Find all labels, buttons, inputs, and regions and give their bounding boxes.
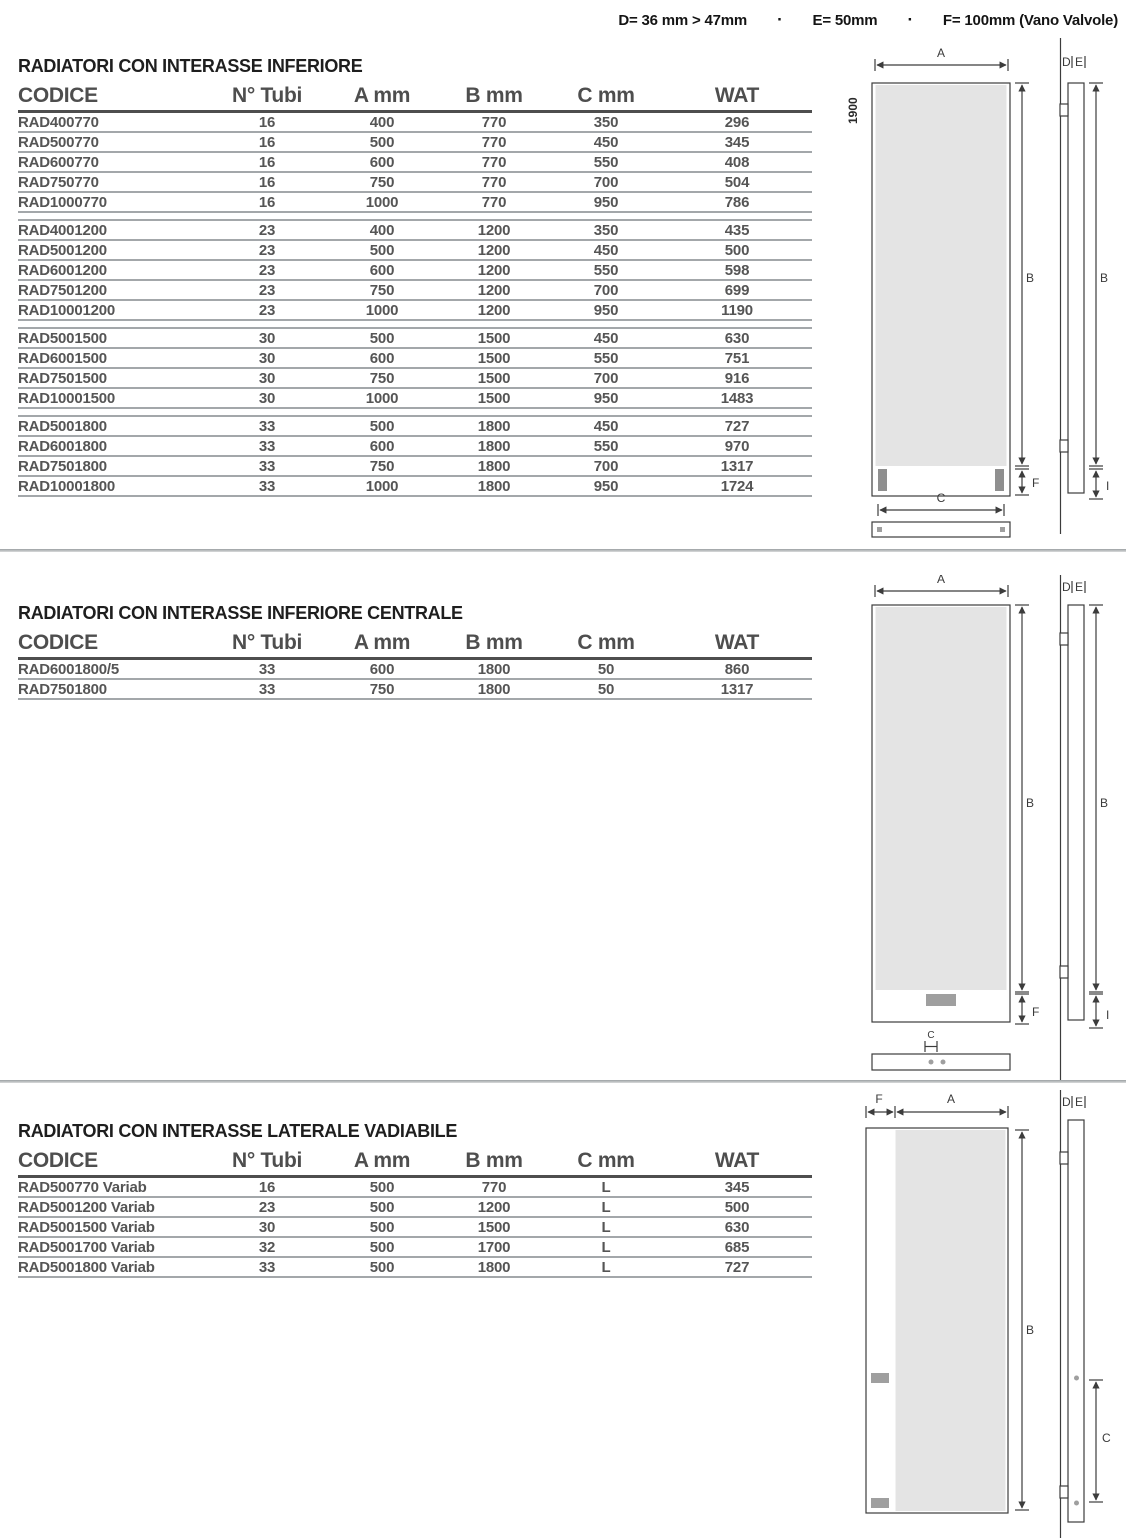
table-group [18, 327, 812, 409]
dim-label-f: F [875, 1092, 883, 1106]
dim-label-b: B [1026, 1323, 1035, 1337]
dim-label-e: E [1075, 580, 1084, 594]
row-value: 630 [724, 1219, 750, 1236]
row-value: 408 [724, 154, 750, 171]
row-code: RAD5001200 Variab [18, 1199, 155, 1216]
row-value: 450 [593, 330, 619, 347]
row-value: 1200 [477, 1199, 511, 1216]
table-row [18, 153, 812, 173]
column-header-tubi: N° Tubi [231, 631, 303, 654]
section-interasse-inferiore [18, 56, 812, 497]
row-value: 950 [593, 194, 619, 211]
row-value: 33 [258, 458, 276, 475]
dim-label-c: C [927, 1030, 935, 1041]
legend-e: E= 50mm [812, 11, 878, 29]
table-row [18, 477, 812, 497]
row-value: 1000 [365, 478, 399, 495]
row-value: L [601, 1199, 611, 1216]
row-value: 1317 [720, 458, 754, 475]
row-value: 1200 [477, 242, 511, 259]
table-row [18, 660, 812, 680]
dim-label-height: 1900 [846, 97, 860, 124]
table-body [18, 113, 812, 497]
column-header-tubi: N° Tubi [231, 84, 303, 107]
table-row [18, 113, 812, 133]
column-header-wat: WAT [714, 84, 760, 107]
row-value: 600 [369, 661, 395, 678]
column-header-b: B mm [465, 631, 523, 654]
radiator-diagram-inferiore [830, 36, 1126, 551]
row-value: 500 [369, 1259, 395, 1276]
dim-label-b: B [1100, 271, 1109, 285]
row-value: 450 [593, 418, 619, 435]
dim-label-b: B [1026, 796, 1035, 810]
row-value: 1800 [477, 438, 511, 455]
row-value: 770 [481, 194, 507, 211]
column-header-codice: CODICE [18, 1149, 98, 1172]
row-value: 500 [369, 1239, 395, 1256]
row-value: 345 [724, 134, 750, 151]
row-value: 950 [593, 302, 619, 319]
table-row [18, 349, 812, 369]
row-value: 1800 [477, 418, 511, 435]
row-value: 770 [481, 134, 507, 151]
row-value: 1800 [477, 681, 511, 698]
section-title: RADIATORI CON INTERASSE INFERIORE [18, 56, 363, 76]
table-row [18, 261, 812, 281]
row-value: 1500 [477, 1219, 511, 1236]
row-value: L [601, 1259, 611, 1276]
legend-d: D= 36 mm > 47mm [618, 11, 748, 29]
dim-label-b: B [1100, 796, 1109, 810]
row-value: 296 [724, 114, 750, 131]
row-value: 916 [724, 370, 750, 387]
row-value: 750 [369, 370, 395, 387]
diagram-side-view [1060, 1096, 1103, 1522]
column-header-a: A mm [353, 631, 411, 654]
row-code: RAD10001500 [18, 390, 116, 407]
section-title: RADIATORI CON INTERASSE LATERALE VADIABILE [18, 1121, 458, 1141]
row-value: L [601, 1239, 611, 1256]
section-interasse-inferiore-centrale [18, 603, 812, 700]
row-value: 727 [724, 418, 750, 435]
row-code: RAD7501200 [18, 282, 107, 299]
row-value: 1724 [720, 478, 754, 495]
diagram-front-view [872, 38, 1061, 537]
column-header-wat: WAT [714, 1149, 760, 1172]
row-value: 550 [593, 438, 619, 455]
row-value: 504 [724, 174, 750, 191]
row-value: 500 [724, 242, 750, 259]
row-value: 685 [724, 1239, 750, 1256]
row-value: 23 [258, 262, 276, 279]
table-row [18, 437, 812, 457]
row-value: 750 [369, 681, 395, 698]
row-value: 1800 [477, 458, 511, 475]
row-value: 600 [369, 438, 395, 455]
radiator-diagram-laterale-variabile [830, 1090, 1126, 1538]
row-value: 23 [258, 222, 276, 239]
row-code: RAD7501500 [18, 370, 107, 387]
table-row [18, 133, 812, 153]
row-value: 750 [369, 174, 395, 191]
row-code: RAD5001500 [18, 330, 107, 347]
row-code: RAD5001800 Variab [18, 1259, 155, 1276]
row-value: 23 [258, 1199, 276, 1216]
row-value: 500 [369, 134, 395, 151]
dim-label-f: F [1032, 1005, 1040, 1019]
row-value: 16 [258, 1179, 276, 1196]
row-value: 699 [724, 282, 750, 299]
row-value: 33 [258, 1259, 276, 1276]
dim-label-a: A [946, 1092, 956, 1106]
legend-f: F= 100mm (Vano Valvole) [942, 11, 1118, 29]
section-title: RADIATORI CON INTERASSE INFERIORE CENTRALE [18, 603, 463, 623]
row-value: 1800 [477, 661, 511, 678]
dim-label-e: E [1075, 1095, 1084, 1109]
dim-label-c: C [1102, 1431, 1111, 1445]
row-code: RAD7501800 [18, 681, 107, 698]
legend-separator: · [907, 10, 913, 29]
column-header-codice: CODICE [18, 631, 98, 654]
row-value: 1190 [721, 302, 753, 319]
row-value: 23 [258, 282, 276, 299]
row-value: 598 [724, 262, 750, 279]
row-value: 700 [593, 174, 619, 191]
dim-label-i: I [1106, 479, 1110, 493]
section-divider [0, 1080, 1126, 1083]
row-value: 950 [593, 390, 619, 407]
row-value: 1000 [365, 390, 399, 407]
row-value: 600 [369, 154, 395, 171]
row-value: 1317 [720, 681, 754, 698]
row-code: RAD600770 [18, 154, 99, 171]
table-group [18, 415, 812, 497]
row-value: 30 [258, 330, 276, 347]
row-value: 23 [258, 242, 276, 259]
table-row [18, 329, 812, 349]
row-value: 32 [258, 1239, 276, 1256]
row-value: 500 [369, 330, 395, 347]
dim-label-a: A [936, 575, 946, 586]
row-value: 1800 [477, 478, 511, 495]
row-value: 350 [593, 222, 619, 239]
dim-label-e: E [1075, 55, 1084, 69]
row-code: RAD5001500 Variab [18, 1219, 155, 1236]
row-code: RAD5001800 [18, 418, 107, 435]
row-value: 23 [258, 302, 276, 319]
row-value: 1500 [477, 390, 511, 407]
row-code: RAD400770 [18, 114, 99, 131]
legend-separator: · [777, 10, 783, 29]
row-value: 1200 [477, 282, 511, 299]
row-value: 600 [369, 350, 395, 367]
row-value: 16 [258, 174, 276, 191]
row-value: 16 [258, 114, 276, 131]
row-value: 33 [258, 478, 276, 495]
dim-label-b: B [1026, 271, 1035, 285]
row-value: 630 [724, 330, 750, 347]
row-value: 50 [597, 661, 615, 678]
row-code: RAD10001800 [18, 478, 116, 495]
column-header-a: A mm [353, 84, 411, 107]
radiator-diagram-inferiore-centrale [830, 575, 1126, 1080]
diagram-side-view [1060, 56, 1103, 499]
table-body [18, 1178, 812, 1278]
row-value: 500 [369, 242, 395, 259]
row-code: RAD4001200 [18, 222, 107, 239]
table-header [18, 82, 812, 113]
dimension-legend [618, 10, 1118, 30]
row-value: 770 [481, 174, 507, 191]
row-value: 1483 [720, 390, 754, 407]
table-row [18, 193, 812, 213]
row-value: 50 [597, 681, 615, 698]
row-code: RAD6001800/5 [18, 661, 120, 678]
row-value: 33 [258, 418, 276, 435]
row-value: 751 [724, 350, 750, 367]
row-value: 1200 [477, 262, 511, 279]
row-value: 30 [258, 370, 276, 387]
row-value: 1500 [477, 370, 511, 387]
row-value: 30 [258, 390, 276, 407]
table-row [18, 301, 812, 321]
row-value: 770 [481, 1179, 507, 1196]
row-value: L [601, 1179, 611, 1196]
row-code: RAD10001200 [18, 302, 116, 319]
row-code: RAD1000770 [18, 194, 107, 211]
table-row [18, 1178, 812, 1198]
row-value: 750 [369, 458, 395, 475]
row-value: 500 [369, 418, 395, 435]
column-header-b: B mm [465, 1149, 523, 1172]
column-header-c: C mm [577, 84, 635, 107]
table-row [18, 221, 812, 241]
row-value: 700 [593, 282, 619, 299]
row-value: 500 [369, 1219, 395, 1236]
table-header [18, 629, 812, 660]
dim-label-d: D [1062, 1095, 1071, 1109]
table-row [18, 281, 812, 301]
dim-label-f: F [1032, 476, 1040, 490]
row-value: 1200 [477, 302, 511, 319]
row-value: 500 [369, 1179, 395, 1196]
row-value: 1700 [477, 1239, 511, 1256]
column-header-tubi: N° Tubi [231, 1149, 303, 1172]
row-value: 770 [481, 114, 507, 131]
row-value: 435 [724, 222, 750, 239]
row-value: 550 [593, 350, 619, 367]
dim-label-d: D [1062, 580, 1071, 594]
section-interasse-laterale-variabile [18, 1121, 812, 1278]
table-group [18, 219, 812, 321]
column-header-a: A mm [353, 1149, 411, 1172]
row-value: 950 [593, 478, 619, 495]
row-value: 1000 [365, 194, 399, 211]
dim-label-d: D [1062, 55, 1071, 69]
row-code: RAD6001500 [18, 350, 107, 367]
row-value: 30 [258, 1219, 276, 1236]
table-row [18, 1198, 812, 1218]
row-value: 33 [258, 681, 276, 698]
table-row [18, 457, 812, 477]
table-row [18, 417, 812, 437]
row-value: 345 [724, 1179, 750, 1196]
row-value: 1500 [477, 330, 511, 347]
row-value: 16 [258, 194, 276, 211]
row-code: RAD500770 [18, 134, 99, 151]
row-value: 1800 [477, 1259, 511, 1276]
row-value: 500 [724, 1199, 750, 1216]
row-value: 450 [593, 134, 619, 151]
column-header-c: C mm [577, 631, 635, 654]
column-header-codice: CODICE [18, 84, 98, 107]
table-row [18, 680, 812, 700]
column-header-wat: WAT [714, 631, 760, 654]
table-row [18, 173, 812, 193]
table-group [18, 1178, 812, 1278]
row-value: 550 [593, 154, 619, 171]
row-code: RAD500770 Variab [18, 1179, 147, 1196]
row-value: 400 [369, 114, 395, 131]
diagram-front-view [866, 1090, 1061, 1538]
row-value: 500 [369, 1199, 395, 1216]
diagram-side-view [1060, 581, 1103, 1028]
row-value: 30 [258, 350, 276, 367]
row-value: 16 [258, 154, 276, 171]
row-value: 550 [593, 262, 619, 279]
dim-label-i: I [1106, 1008, 1110, 1022]
row-value: 33 [258, 661, 276, 678]
table-group [18, 660, 812, 700]
row-code: RAD5001200 [18, 242, 107, 259]
row-code: RAD5001700 Variab [18, 1239, 155, 1256]
row-value: 727 [724, 1259, 750, 1276]
table-body [18, 660, 812, 700]
row-value: 786 [724, 194, 750, 211]
table-row [18, 1258, 812, 1278]
dim-label-c: C [936, 491, 946, 505]
row-value: 700 [593, 370, 619, 387]
row-value: 860 [724, 661, 750, 678]
row-value: 600 [369, 262, 395, 279]
row-value: 750 [369, 282, 395, 299]
table-row [18, 1218, 812, 1238]
row-value: L [601, 1219, 611, 1236]
row-value: 400 [369, 222, 395, 239]
row-value: 1200 [477, 222, 511, 239]
row-value: 1500 [477, 350, 511, 367]
column-header-b: B mm [465, 84, 523, 107]
table-group [18, 113, 812, 213]
table-row [18, 389, 812, 409]
table-row [18, 369, 812, 389]
row-value: 770 [481, 154, 507, 171]
row-value: 1000 [365, 302, 399, 319]
row-value: 350 [593, 114, 619, 131]
dim-label-a: A [936, 46, 946, 60]
table-header [18, 1147, 812, 1178]
row-value: 450 [593, 242, 619, 259]
row-code: RAD7501800 [18, 458, 107, 475]
row-value: 33 [258, 438, 276, 455]
table-row [18, 1238, 812, 1258]
row-value: 970 [724, 438, 750, 455]
column-header-c: C mm [577, 1149, 635, 1172]
row-value: 16 [258, 134, 276, 151]
row-value: 700 [593, 458, 619, 475]
row-code: RAD6001200 [18, 262, 107, 279]
row-code: RAD6001800 [18, 438, 107, 455]
table-row [18, 241, 812, 261]
row-code: RAD750770 [18, 174, 99, 191]
